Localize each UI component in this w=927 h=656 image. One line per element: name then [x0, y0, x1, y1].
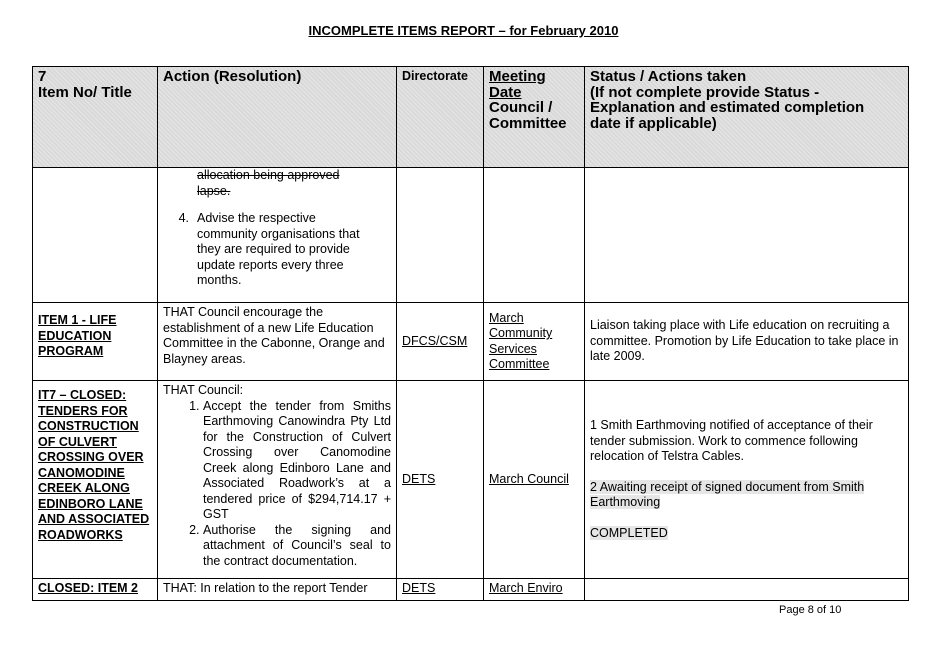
meeting-cell: March Enviro	[484, 579, 585, 601]
status-cell	[585, 579, 909, 601]
meeting-cell: March Community Services Committee	[484, 303, 585, 381]
action-cell: THAT Council encourage the establishment of a new Life Education Committee in the Cabonne, Orange and Blayney areas.	[158, 303, 397, 381]
item-title: IT7 – CLOSED: TENDERS FOR CONSTRUCTION OF CULVERT CROSSING OVER CANOMODINE CREEK ALONG EDINBORO LANE AND ASSOCIATED ROADWORKS	[33, 381, 158, 579]
action-cell: THAT Council: 1. Accept the tender from Smiths Earthmoving Canowindra Pty Ltd for the Construction of Culvert Crossing over Canomodine Creek along Edinboro Lane and Associated Roadwork’s at a tendered price of $294,714.17 + GST 2. Authorise the signing and attachment of Council’s seal to the contract documentation.	[158, 381, 397, 579]
list-item: 2. Authorise the signing and attachment of Council’s seal to the contract documentation.	[203, 523, 391, 570]
table-header-row	[33, 67, 909, 168]
meeting-cell: March Council	[484, 381, 585, 579]
struck-text: lapse.	[197, 183, 231, 198]
column-header-meeting: Meeting Date Council / Committee	[484, 67, 585, 168]
column-header-directorate: Directorate	[397, 67, 484, 168]
column-header-status: Status / Actions taken (If not complete provide Status - Explanation and estimated completion date if applicable)	[585, 67, 909, 168]
table-row	[33, 168, 909, 303]
table-row	[33, 381, 909, 579]
table-row	[33, 303, 909, 381]
item-title: CLOSED: ITEM 2	[33, 579, 158, 601]
page-title: INCOMPLETE ITEMS REPORT – for February 2010	[308, 23, 619, 38]
table-row	[33, 579, 909, 601]
meeting-cell	[484, 168, 585, 303]
incomplete-items-table	[32, 66, 909, 601]
struck-text: allocation being approved	[197, 168, 340, 182]
action-cell: THAT: In relation to the report Tender	[158, 579, 397, 601]
directorate-cell: DETS	[397, 579, 484, 601]
column-header-action: Action (Resolution)	[158, 67, 397, 168]
list-item: 4. Advise the respective community organisations that they are required to provide update reports every three months.	[178, 211, 360, 287]
page-number: Page 8 of 10	[779, 604, 842, 616]
action-cell	[158, 168, 397, 303]
status-note: 2 Awaiting receipt of signed document from Smith Earthmoving	[590, 479, 865, 509]
column-header-item: 7 Item No/ Title	[33, 67, 158, 168]
item-title: ITEM 1 - LIFE EDUCATION PROGRAM	[33, 303, 158, 381]
list-item: 1. Accept the tender from Smiths Earthmoving Canowindra Pty Ltd for the Construction of Culvert Crossing over Canomodine Creek along Edinboro Lane and Associated Roadwork’s at a tendered price of $294,714.17 + GST	[203, 399, 391, 523]
directorate-cell	[397, 168, 484, 303]
status-cell: Liaison taking place with Life education on recruiting a committee. Promotion by Life Education to take place in late 2009.	[585, 303, 909, 381]
action-list	[163, 399, 391, 570]
completed-badge: COMPLETED	[590, 525, 668, 540]
status-cell: 1 Smith Earthmoving notified of acceptance of their tender submission. Work to commence following relocation of Telstra Cables. 2 Awaiting receipt of signed document from Smith Earthmoving COMPLETED	[585, 381, 909, 579]
status-cell	[585, 168, 909, 303]
item-cell	[33, 168, 158, 303]
directorate-cell: DFCS/CSM	[397, 303, 484, 381]
directorate-cell: DETS	[397, 381, 484, 579]
